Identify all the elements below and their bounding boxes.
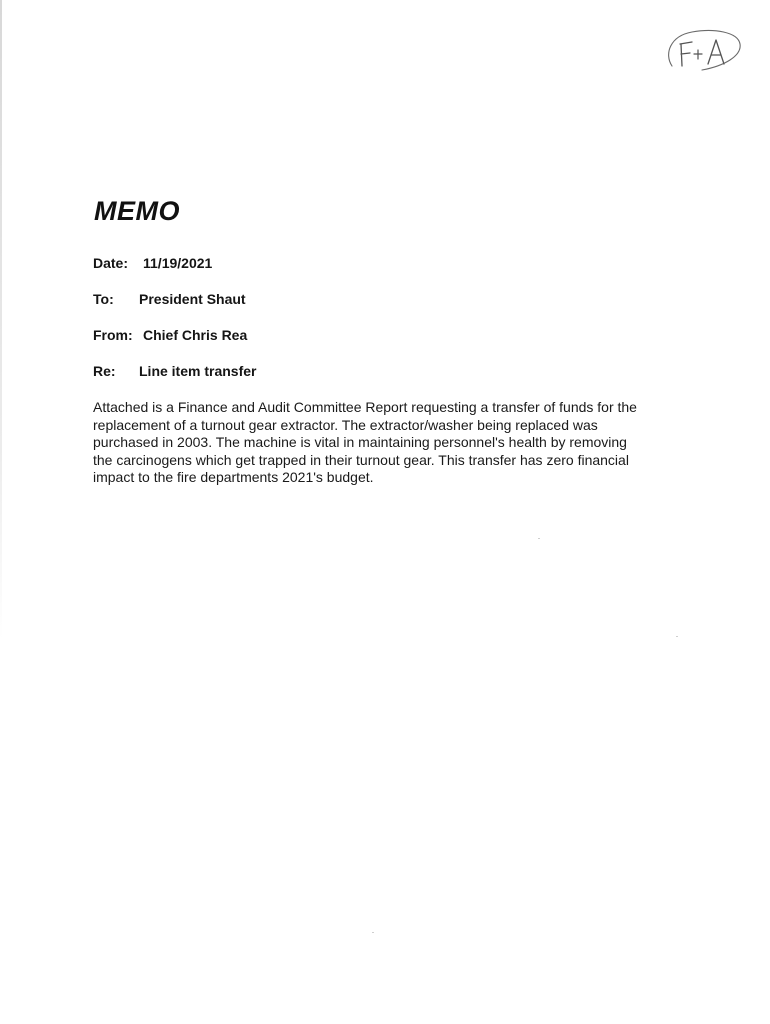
body-line: Attached is a Finance and Audit Committee Report requesting a transfer of funds for the <box>93 399 637 415</box>
re-label: Re: <box>93 363 116 379</box>
to-field <box>93 291 246 307</box>
body-line: the carcinogens which get trapped in their turnout gear. This transfer has zero financial <box>93 451 629 468</box>
to-label: To: <box>93 291 114 307</box>
date-field <box>93 255 212 271</box>
memo-title: MEMO <box>94 196 180 226</box>
to-value: President Shaut <box>139 291 246 307</box>
body-line: impact to the fire departments 2021's budget. <box>93 469 374 485</box>
from-label: From: <box>93 327 133 343</box>
body-line: replacement of a turnout gear extractor. The extractor/washer being replaced was <box>93 416 598 433</box>
re-value: Line item transfer <box>139 363 257 379</box>
body-line: purchased in 2003. The machine is vital in maintaining personnel's health by removing <box>93 434 627 450</box>
date-value: 11/19/2021 <box>143 255 213 271</box>
handwritten-annotation <box>662 26 742 76</box>
from-field <box>93 327 247 343</box>
memo-body <box>93 399 693 487</box>
scan-speck <box>538 538 540 539</box>
date-label: Date: <box>93 255 129 271</box>
scan-speck <box>676 636 678 637</box>
from-value: Chief Chris Rea <box>143 327 248 343</box>
scan-speck <box>372 932 374 933</box>
annotation-text: F+A <box>662 26 664 27</box>
scan-edge <box>0 0 2 640</box>
re-field <box>93 363 256 379</box>
